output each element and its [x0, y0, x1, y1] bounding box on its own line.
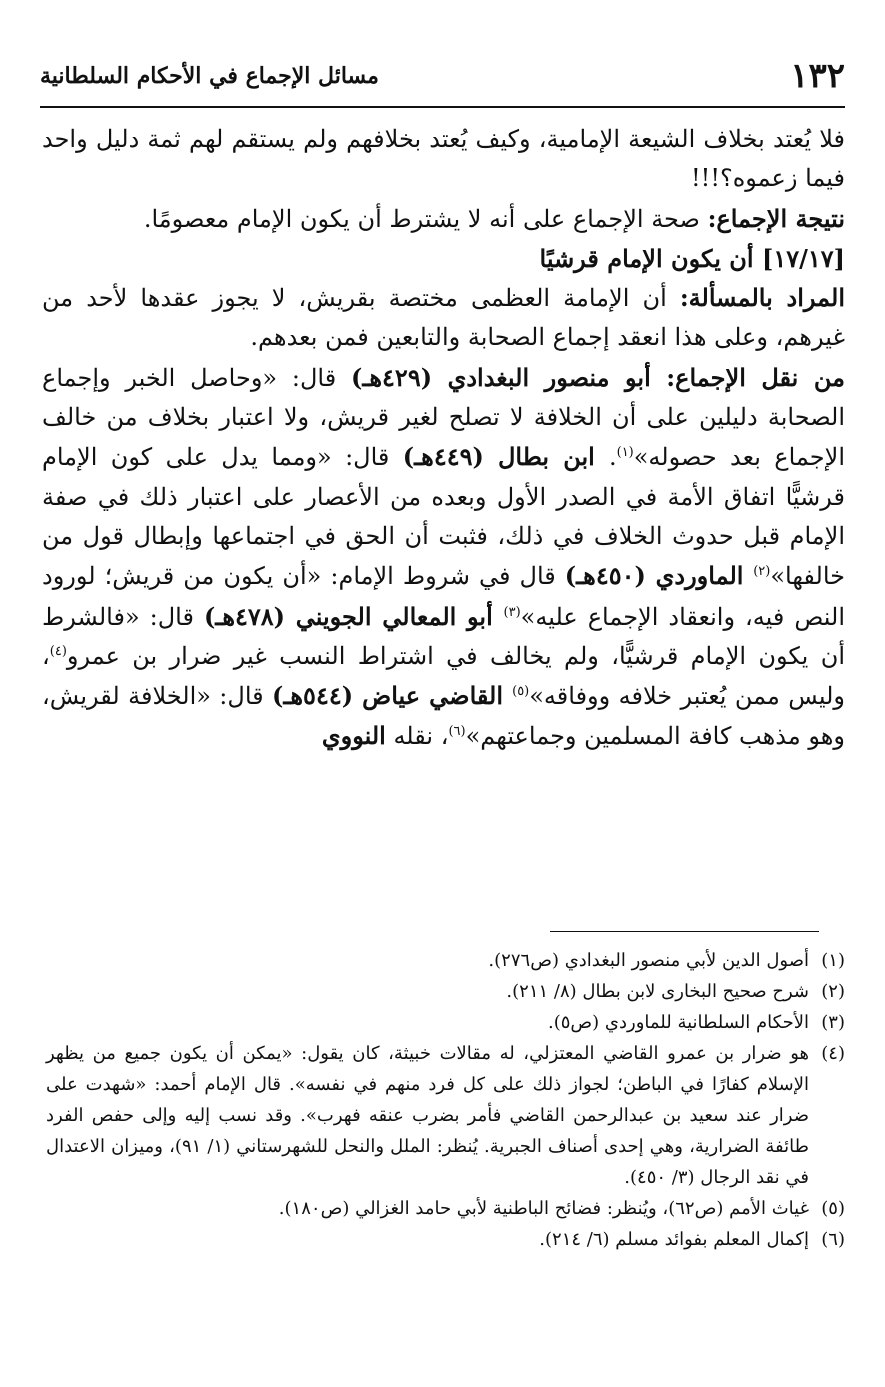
result-text: صحة الإجماع على أنه لا يشترط أن يكون الإمام معصومًا.	[143, 204, 708, 233]
footnote	[46, 1193, 845, 1224]
footnote-ref[interactable]: (٥)	[512, 684, 530, 700]
footnote-number: (٥)	[821, 1198, 845, 1219]
quote-text: قال في شروط الإمام: «أن يكون من قريش؛ لورود النص فيه، وانعقاد الإجماع عليه»	[42, 562, 846, 631]
footnotes	[46, 945, 845, 1255]
footnote	[46, 1038, 845, 1193]
quote-text: قال: «الخلافة لقريش، وهو مذهب كافة المسلمين وجماعتهم»	[42, 682, 845, 751]
footnote-ref[interactable]: (٦)	[448, 724, 466, 740]
quote-text: قال: «وحاصل الخبر وإجماع الصحابة دليلين على أن الخلافة لا تصلح لغير قريش، ولا اعتبار بخلاف من خالف الإجماع بعد حصوله»	[42, 363, 845, 472]
transmitters-label: من نقل الإجماع:	[666, 362, 845, 392]
main-text	[42, 120, 845, 757]
footnote-text: الأحكام السلطانية للماوردي (ص٥).	[547, 1012, 809, 1033]
page-header	[40, 52, 845, 100]
footnote	[46, 945, 845, 976]
footnote-number: (٢)	[821, 981, 845, 1002]
footnote-number: (١)	[821, 950, 845, 971]
paragraph-3	[42, 278, 845, 358]
scholar-name: ابن بطال (٤٤٩هـ)	[402, 442, 609, 472]
result-label: نتيجة الإجماع:	[707, 203, 845, 233]
footnote-text: أصول الدين لأبي منصور البغدادي (ص٢٧٦).	[488, 950, 809, 971]
footnote-text: غياث الأمم (ص٦٢)، ويُنظر: فضائح الباطنية لأبي حامد الغزالي (ص١٨٠).	[278, 1198, 809, 1219]
footnote-ref[interactable]: (٢)	[753, 564, 771, 580]
footnote-number: (٣)	[821, 1012, 845, 1033]
quote-text: قال: «فالشرط أن يكون الإمام قرشيًّا، ولم يخالف في اشتراط النسب غير ضرار بن عمرو	[42, 602, 845, 670]
paragraph-1: فلا يُعتد بخلاف الشيعة الإمامية، وكيف يُعتد بخلافهم ولم يستقم لهم ثمة دليل واحد فيما زعموه؟!!!	[42, 125, 845, 193]
footnote-ref[interactable]: (٤)	[49, 643, 67, 659]
footnote-text: هو ضرار بن عمرو القاضي المعتزلي، له مقالات خبيثة، كان يقول: «يمكن أن يكون جميع من يظهر الإسلام كفارًا في الباطن؛ لجواز ذلك على كل فرد منهم في نفسه». قال الإمام أحمد: «شهدت على ضرار عند سعيد بن عبدالرحمن القاضي فأمر بضرب عنقه فهرب». وقد نسب إليه وإلى حفص الفرد طائفة الضرارية، وهي إحدى أصناف الجبرية. يُنظر: الملل والنحل للشهرستاني (١/ ٩١)، وميزان الاعتدال في نقد الرجال (٣/ ٤٥٠).	[46, 1043, 809, 1188]
footnote-ref[interactable]: (١)	[616, 445, 634, 461]
paragraph-4: من نقل الإجماع: أبو منصور البغدادي (٤٢٩هـ) قال: «وحاصل الخبر وإجماع الصحابة دليلين على أن الخلافة لا تصلح لغير قريش، ولا اعتبار بخلاف من خالف الإجماع بعد حصوله»$^{(١)}$. ابن بطال (٤٤٩هـ) قال: «ومما يدل على كون الإمام قرشيًّا اتفاق الأمة في الصدر الأول وبعده من الأعصار على اعتبار ذلك في صفة الإمام قبل حدوث الخلاف في ذلك، فثبت أن الحق في اجتماعها وإبطال قول من خالفها»$^{(٢)}$ الماوردي (٤٥٠هـ) قال في شروط الإمام: «أن يكون من قريش؛ لورود النص فيه، وانعقاد الإجماع عليه»$^{(٣)}$ أبو المعالي الجويني (٤٧٨هـ) قال: «فالشرط أن يكون الإمام قرشيًّا، ولم يخالف في اشتراط النسب غير ضرار بن عمرو$^{(٤)}$، وليس ممن يُعتبر خلافه ووفاقه»$^{(٥)}$ القاضي عياض (٥٤٤هـ) قال: «الخلافة لقريش، وهو مذهب كافة المسلمين وجماعتهم»$^{(٦)}$، نقله النووي	[42, 362, 846, 751]
footnote-ref[interactable]: (٣)	[503, 604, 521, 620]
header-rule	[40, 106, 845, 108]
footnote	[46, 1007, 845, 1038]
page-number: ١٣٢	[790, 56, 845, 96]
quote-text: ، نقله	[385, 722, 449, 751]
footnote	[46, 1224, 845, 1255]
footnote-text: إكمال المعلم بفوائد مسلم (٦/ ٢١٤).	[539, 1229, 809, 1250]
footnote-text: شرح صحيح البخارى لابن بطال (٨/ ٢١١).	[506, 981, 809, 1002]
meaning-text: أن الإمامة العظمى مختصة بقريش، لا يجوز عقدها لأحد من غيرهم، وعلى هذا انعقد إجماع الصحابة والتابعين فمن بعدهم.	[42, 284, 845, 352]
scholar-name: النووي	[321, 721, 386, 751]
meaning-label: المراد بالمسألة:	[679, 283, 845, 313]
quote-text: ، وليس ممن يُعتبر خلافه ووفاقه»	[42, 641, 845, 711]
scholar-name: القاضي عياض (٥٤٤هـ)	[272, 681, 513, 711]
quote-text: قال: «ومما يدل على كون الإمام قرشيًّا اتفاق الأمة في الصدر الأول وبعده من الأعصار على اعتبار ذلك في صفة الإمام قبل حدوث الخلاف في ذلك، فثبت أن الحق في اجتماعها وإبطال قول من خالفها»	[42, 443, 846, 591]
footnote-number: (٦)	[821, 1229, 845, 1250]
footnote-number: (٤)	[821, 1043, 845, 1064]
scholar-name: أبو منصور البغدادي (٤٢٩هـ)	[350, 362, 667, 392]
section-heading: [١٧/١٧] أن يكون الإمام قرشيًا	[539, 243, 845, 273]
paragraph-2	[42, 199, 845, 239]
scholar-name: الماوردي (٤٥٠هـ)	[564, 561, 754, 591]
footnote	[46, 976, 845, 1007]
scholar-name: أبو المعالي الجويني (٤٧٨هـ)	[203, 601, 504, 631]
running-title: مسائل الإجماع في الأحكام السلطانية	[40, 63, 379, 89]
footnote-rule	[550, 931, 819, 932]
